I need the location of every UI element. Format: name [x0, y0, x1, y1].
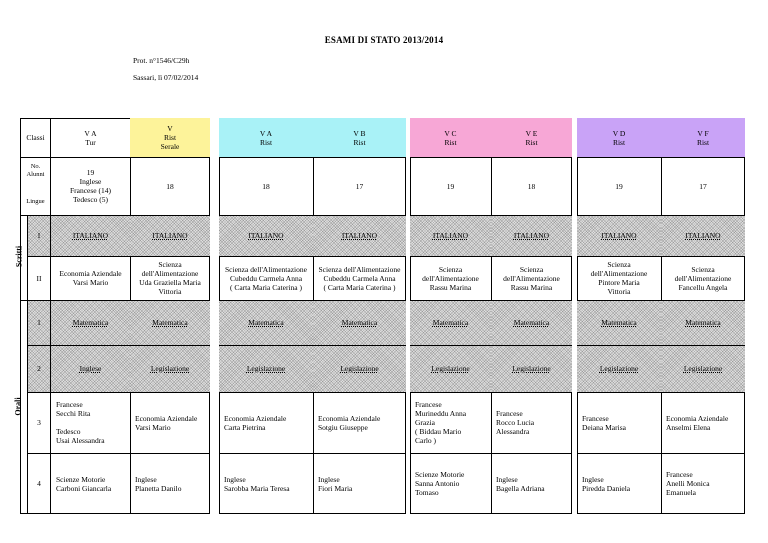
divider [661, 453, 745, 454]
scritti-ii-cell: Scienza dell'Alimentazione Uda Graziella Maria Vittoria [139, 260, 201, 296]
divider [27, 392, 51, 393]
orali-1-cell: Matematica [248, 318, 284, 327]
divider [219, 157, 313, 158]
class-header: V E Rist [525, 128, 538, 147]
divider [491, 256, 572, 257]
orali-2-cell: Inglese [79, 364, 102, 373]
orali-2-cell: Legislazione [150, 364, 190, 373]
students-cell: 17 [355, 181, 364, 191]
orali-3-cell: Francese Deiana Marisa [582, 413, 626, 432]
divider [410, 300, 491, 301]
orali-2-cell: Legislazione [512, 364, 551, 373]
divider [577, 300, 661, 301]
divider [661, 157, 745, 158]
scritti-i-cell: ITALIANO [513, 231, 550, 240]
divider [491, 345, 572, 346]
class-header: V A Rist [259, 128, 273, 147]
scritti-ii-cell: Scienza dell'Alimentazione Cubeddu Carmela Anna ( Carta Maria Caterina ) [225, 264, 307, 292]
orali-3-cell: Economia Aziendale Anselmi Elena [666, 413, 729, 432]
scritti-i-cell: ITALIANO [685, 231, 721, 240]
divider [577, 256, 661, 257]
divider [491, 392, 572, 393]
scritti-i-cell: ITALIANO [72, 231, 109, 240]
row-number-row-ii: II [36, 273, 42, 283]
row-number-row-3: 3 [37, 418, 41, 427]
students-cell: 18 [262, 181, 270, 191]
class-header: V D Rist [612, 128, 626, 147]
class-header: V A Tur [84, 128, 97, 147]
students-cell: 19 Inglese Francese (14) Tedesco (5) [69, 168, 112, 204]
class-header: V F Rist [696, 128, 710, 147]
orali-4-cell: Inglese Fiori Maria [318, 474, 353, 493]
orali-2-cell: Legislazione [246, 364, 286, 373]
divider [491, 453, 572, 454]
row-number-row-i: I [37, 231, 41, 240]
students-cell: 18 [527, 181, 536, 191]
section-label-scritti: Scritti [14, 245, 24, 268]
orali-2-cell: Legislazione [599, 364, 639, 373]
students-cell: 18 [166, 181, 174, 191]
divider [661, 392, 745, 393]
orali-3-cell: Economia Aziendale Carta Pietrina [224, 413, 287, 432]
divider [130, 392, 210, 393]
divider [491, 157, 572, 158]
students-cell: 19 [446, 181, 455, 191]
divider [577, 157, 661, 158]
divider [577, 345, 661, 346]
orali-2-cell: Legislazione [431, 364, 470, 373]
scritti-ii-cell: Scienza dell'Alimentazione Pintore Maria Vittoria [590, 260, 648, 296]
divider [491, 300, 572, 301]
divider [410, 345, 491, 346]
scritti-i-cell: ITALIANO [432, 231, 469, 240]
divider [130, 345, 210, 346]
divider [27, 453, 51, 454]
divider [313, 215, 406, 216]
orali-4-cell: Inglese Planetta Danilo [135, 474, 182, 493]
divider [27, 300, 28, 514]
divider [130, 256, 210, 257]
divider [20, 157, 51, 158]
students-cell: 17 [699, 181, 707, 191]
scritti-i-cell: ITALIANO [601, 231, 637, 240]
divider [130, 157, 210, 158]
divider [27, 345, 51, 346]
divider [130, 215, 210, 216]
orali-1-cell: Matematica [601, 318, 637, 327]
scritti-ii-cell: Scienza dell'Alimentazione Rassu Marina [503, 264, 560, 292]
orali-1-cell: Matematica [341, 318, 378, 327]
page-title: ESAMI DI STATO 2013/2014 [324, 35, 444, 45]
row-number-row-4: 4 [37, 479, 41, 488]
row-number-row-1: 1 [37, 318, 41, 327]
divider [20, 300, 51, 301]
orali-3-cell: Economia Aziendale Sotgiu Giuseppe [318, 413, 381, 432]
divider [661, 345, 745, 346]
divider [51, 300, 130, 301]
divider [410, 256, 491, 257]
divider [51, 157, 130, 158]
orali-4-cell: Inglese Sarobba Maria Teresa [224, 474, 290, 493]
divider [313, 453, 406, 454]
protocol-number: Prot. n°1546/C29h [133, 56, 190, 65]
divider [313, 345, 406, 346]
scritti-ii-cell: Scienza dell'Alimentazione Cubeddu Carmela Anna ( Carta Maria Caterina ) [318, 264, 401, 292]
divider [577, 453, 661, 454]
orali-2-cell: Legislazione [683, 364, 723, 373]
scritti-ii-cell: Economia Aziendale Varsi Mario [59, 269, 122, 287]
divider [661, 300, 745, 301]
orali-1-cell: Matematica [432, 318, 469, 327]
divider [313, 157, 406, 158]
scritti-ii-cell: Scienza dell'Alimentazione Rassu Marina [422, 264, 479, 292]
section-label-orali: Orali [13, 397, 23, 416]
place-date: Sassari, lì 07/02/2014 [133, 73, 199, 82]
divider [51, 345, 130, 346]
orali-3-cell: Economia Aziendale Varsi Mario [135, 413, 198, 432]
divider [313, 256, 406, 257]
row-label-lingue: Lingue [26, 197, 45, 205]
divider [661, 256, 745, 257]
divider [130, 453, 210, 454]
divider [27, 215, 28, 300]
divider [219, 300, 313, 301]
divider [661, 215, 745, 216]
row-label-no-alunni: No. Alunni [26, 163, 45, 178]
orali-4-cell: Inglese Bagella Adriana [496, 474, 545, 493]
class-header: V Rist Serale [160, 124, 180, 151]
students-cell: 19 [615, 181, 623, 191]
divider [51, 392, 130, 393]
divider [219, 215, 313, 216]
divider [491, 215, 572, 216]
divider [51, 256, 130, 257]
orali-4-cell: Scienze Motorie Carboni Giancarla [56, 474, 112, 493]
divider [130, 300, 210, 301]
divider [219, 453, 313, 454]
orali-1-cell: Matematica [152, 318, 188, 327]
orali-2-cell: Legislazione [340, 364, 379, 373]
class-header: V C Rist [444, 128, 457, 147]
divider [20, 215, 51, 216]
divider [577, 215, 661, 216]
orali-1-cell: Matematica [685, 318, 721, 327]
divider [410, 157, 491, 158]
orali-4-cell: Scienze Motorie Sanna Antonio Tomaso [415, 470, 465, 497]
divider [410, 215, 491, 216]
divider [219, 392, 313, 393]
orali-3-cell: Francese Murineddu Anna Grazia ( Biddau Mario Carlo ) [415, 400, 467, 445]
orali-3-cell: Francese Rocco Lucia Alessandra [496, 409, 535, 436]
divider [313, 392, 406, 393]
scritti-i-cell: ITALIANO [341, 231, 378, 240]
divider [410, 392, 491, 393]
scritti-ii-cell: Scienza dell'Alimentazione Fancellu Angela [674, 264, 732, 292]
orali-3-cell: Francese Secchi Rita Tedesco Usai Alessandra [56, 400, 105, 445]
row-label-classi: Classi [26, 132, 45, 142]
class-header: V B Rist [353, 128, 366, 147]
scritti-i-cell: ITALIANO [152, 231, 188, 240]
orali-1-cell: Matematica [72, 318, 109, 327]
row-number-row-2: 2 [37, 364, 41, 373]
orali-1-cell: Matematica [513, 318, 550, 327]
orali-4-cell: Inglese Piredda Daniela [582, 474, 631, 493]
divider [27, 256, 51, 257]
divider [51, 215, 130, 216]
scritti-i-cell: ITALIANO [248, 231, 284, 240]
divider [51, 453, 130, 454]
divider [219, 345, 313, 346]
divider [219, 256, 313, 257]
divider [410, 453, 491, 454]
divider [577, 392, 661, 393]
divider [313, 300, 406, 301]
orali-4-cell: Francese Anelli Monica Emanuela [666, 470, 710, 497]
